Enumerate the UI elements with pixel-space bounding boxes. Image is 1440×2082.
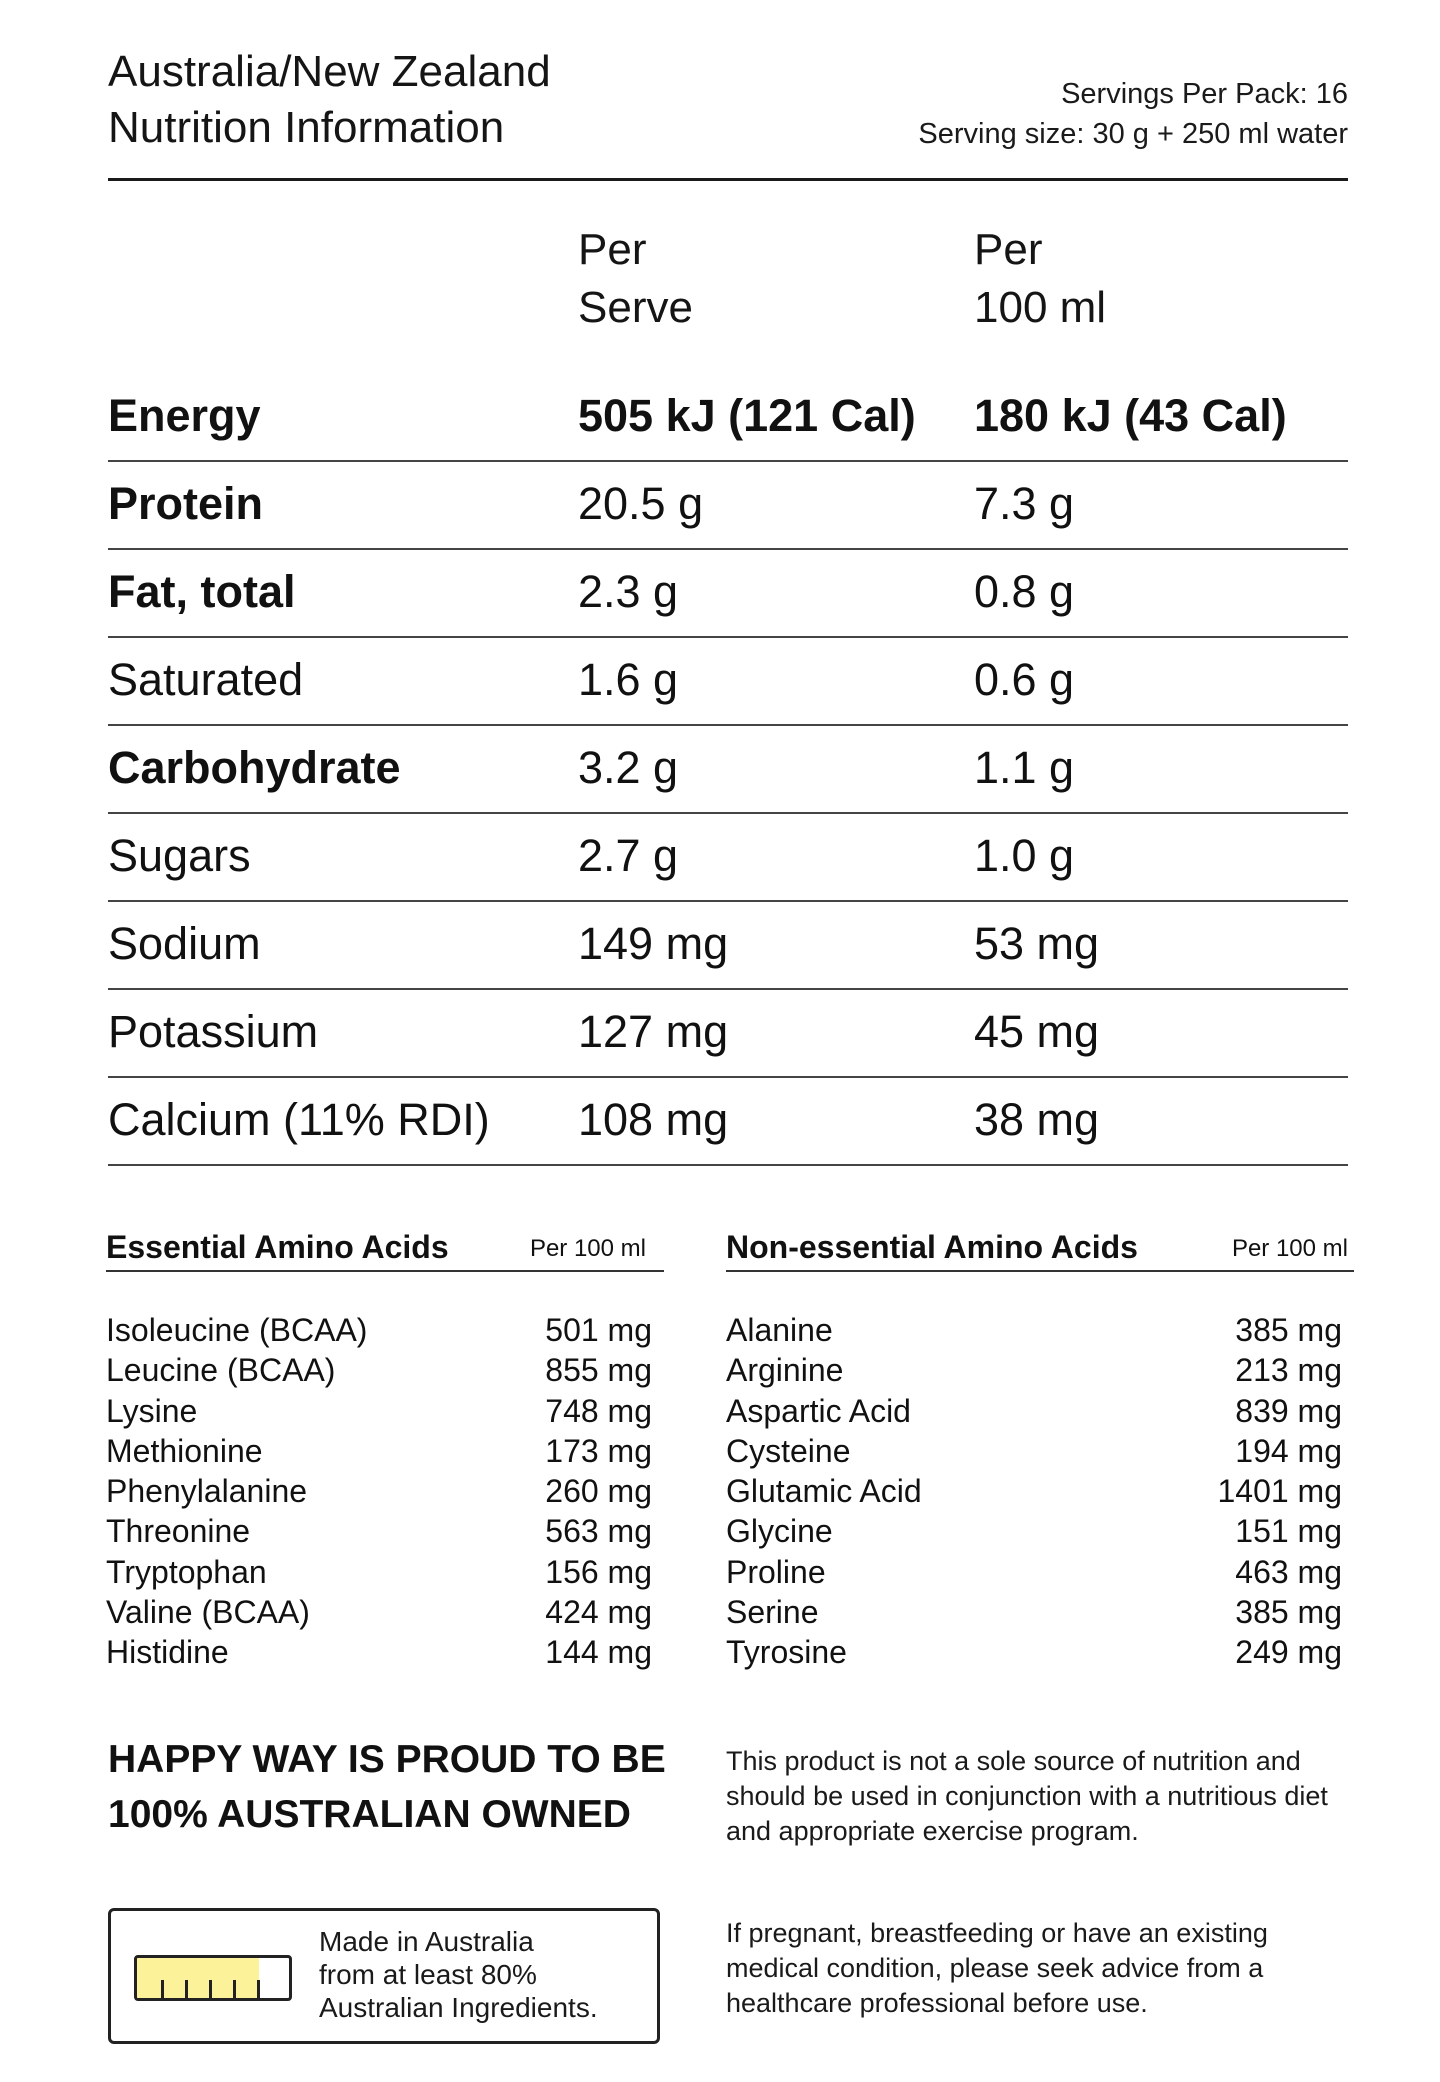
list-item (106, 1592, 664, 1632)
amino-value: 144 mg (545, 1634, 652, 1671)
made-line-3: Australian Ingredients. (319, 1992, 598, 2023)
disclaimer-medical: If pregnant, breastfeeding or have an existing medical condition, please seek advice from a healthcare professional before use. (726, 1918, 1268, 2018)
nutrient-label: Potassium (108, 1006, 319, 1057)
nutrient-row-potassium (108, 990, 1348, 1078)
australian-ingredients-gauge (134, 1955, 292, 2001)
nutrient-label: Saturated (108, 654, 304, 705)
amino-value: 563 mg (545, 1513, 652, 1550)
amino-name: Cysteine (726, 1432, 851, 1469)
amino-name: Serine (726, 1594, 819, 1631)
made-line-1: Made in Australia (319, 1926, 534, 1957)
nonessential-amino-header (726, 1228, 1354, 1272)
list-item (106, 1511, 664, 1551)
nutrient-row-fat (108, 550, 1348, 638)
per-serve-value: 505 kJ (121 Cal) (578, 390, 916, 441)
amino-name: Valine (BCAA) (106, 1594, 310, 1631)
list-item (726, 1471, 1354, 1511)
amino-name: Glutamic Acid (726, 1473, 922, 1510)
col-per-100-line2: 100 ml (974, 283, 1107, 332)
amino-name: Histidine (106, 1634, 229, 1671)
gauge-fill (137, 1958, 259, 1998)
per-100ml-value: 0.8 g (974, 566, 1075, 617)
amino-value: 385 mg (1235, 1594, 1342, 1631)
amino-name: Glycine (726, 1513, 833, 1550)
amino-name: Arginine (726, 1352, 844, 1389)
amino-value: 151 mg (1235, 1513, 1342, 1550)
list-item (106, 1391, 664, 1431)
list-item (106, 1431, 664, 1471)
amino-name: Phenylalanine (106, 1473, 308, 1510)
essential-amino-list (106, 1310, 664, 1673)
amino-name: Tyrosine (726, 1634, 847, 1671)
list-item (726, 1350, 1354, 1390)
amino-name: Tryptophan (106, 1553, 267, 1590)
made-in-australia-text (319, 1925, 598, 2024)
list-item (726, 1592, 1354, 1632)
list-item (726, 1310, 1354, 1350)
nutrient-label: Protein (108, 478, 264, 529)
per-100ml-value: 1.1 g (974, 742, 1075, 793)
essential-amino-unit: Per 100 ml (529, 1235, 646, 1262)
proud-line-2: 100% AUSTRALIAN OWNED (108, 1793, 631, 1836)
col-per-serve-line2: Serve (578, 283, 693, 332)
amino-value: 385 mg (1235, 1312, 1342, 1348)
amino-name: Methionine (106, 1432, 263, 1469)
essential-amino-header (106, 1228, 664, 1272)
essential-amino-table (106, 1228, 664, 1673)
amino-name: Lysine (106, 1392, 198, 1429)
gauge-tick (209, 1980, 212, 1998)
per-serve-value: 2.3 g (578, 566, 679, 617)
per-100ml-value: 38 mg (974, 1094, 1100, 1145)
amino-name: Threonine (106, 1513, 251, 1550)
gauge-tick (185, 1980, 188, 1998)
list-item (106, 1350, 664, 1390)
list-item (726, 1552, 1354, 1592)
amino-value: 839 mg (1235, 1392, 1342, 1429)
nonessential-amino-table (726, 1228, 1354, 1673)
amino-name: Isoleucine (BCAA) (106, 1312, 368, 1348)
header-divider (108, 178, 1348, 181)
serving-size: Serving size: 30 g + 250 ml water (918, 118, 1348, 150)
amino-value: 748 mg (545, 1392, 652, 1429)
australian-owned-statement (108, 1732, 666, 1842)
servings-per-pack: Servings Per Pack: 16 (1061, 78, 1348, 110)
per-serve-value: 3.2 g (578, 742, 679, 793)
row-divider (108, 1164, 1348, 1166)
amino-value: 156 mg (545, 1553, 652, 1590)
list-item (726, 1431, 1354, 1471)
amino-value: 249 mg (1235, 1634, 1342, 1671)
col-per-100-line1: Per (974, 225, 1043, 274)
per-100ml-value: 7.3 g (974, 478, 1075, 529)
nutrient-label: Carbohydrate (108, 742, 401, 793)
nutrient-label: Sugars (108, 830, 251, 881)
nutrient-label: Energy (108, 390, 261, 441)
nonessential-amino-list (726, 1310, 1354, 1673)
amino-value: 463 mg (1235, 1553, 1342, 1590)
list-item (106, 1471, 664, 1511)
made-line-2: from at least 80% (319, 1959, 537, 1990)
amino-value: 173 mg (545, 1432, 652, 1469)
made-in-australia-badge (108, 1908, 660, 2044)
gauge-tick (161, 1980, 164, 1998)
per-serve-value: 108 mg (578, 1094, 729, 1145)
col-per-serve-line1: Per (578, 225, 647, 274)
per-serve-value: 149 mg (578, 918, 729, 969)
title-line-1: Australia/New Zealand (108, 47, 551, 96)
amino-name: Aspartic Acid (726, 1392, 911, 1429)
amino-value: 424 mg (545, 1594, 652, 1631)
amino-value: 501 mg (545, 1312, 652, 1348)
amino-value: 194 mg (1235, 1432, 1342, 1469)
list-item (726, 1632, 1354, 1672)
nutrient-row-sodium (108, 902, 1348, 990)
nutrient-row-calcium (108, 1078, 1348, 1166)
nonessential-amino-unit: Per 100 ml (1231, 1235, 1348, 1262)
per-serve-value: 1.6 g (578, 654, 679, 705)
list-item (106, 1310, 664, 1350)
essential-amino-title: Essential Amino Acids (106, 1229, 449, 1265)
nutrient-row-saturated (108, 638, 1348, 726)
per-100ml-value: 180 kJ (43 Cal) (974, 390, 1287, 441)
nutrient-row-protein (108, 462, 1348, 550)
per-serve-value: 127 mg (578, 1006, 729, 1057)
title-line-2: Nutrition Information (108, 103, 505, 152)
list-item (106, 1632, 664, 1672)
amino-name: Alanine (726, 1312, 833, 1348)
amino-value: 855 mg (545, 1352, 652, 1389)
nutrient-row-energy (108, 374, 1348, 462)
amino-name: Leucine (BCAA) (106, 1352, 336, 1389)
amino-value: 213 mg (1235, 1352, 1342, 1389)
list-item (726, 1391, 1354, 1431)
proud-line-1: HAPPY WAY IS PROUD TO BE (108, 1738, 666, 1781)
amino-value: 260 mg (545, 1473, 652, 1510)
gauge-tick (257, 1980, 260, 1998)
per-100ml-value: 53 mg (974, 918, 1100, 969)
per-serve-value: 20.5 g (578, 478, 704, 529)
nonessential-amino-title: Non-essential Amino Acids (726, 1229, 1138, 1265)
nutrient-label: Fat, total (108, 566, 296, 617)
per-100ml-value: 1.0 g (974, 830, 1075, 881)
disclaimer-nutrition: This product is not a sole source of nutrition and should be used in conjunction with a nutritious diet and appropriate exercise program. (726, 1746, 1328, 1846)
nutrient-label: Calcium (11% RDI) (108, 1094, 490, 1145)
amino-name: Proline (726, 1553, 826, 1590)
gauge-tick (233, 1980, 236, 1998)
list-item (726, 1511, 1354, 1551)
list-item (106, 1552, 664, 1592)
amino-value: 1401 mg (1217, 1473, 1342, 1510)
per-serve-value: 2.7 g (578, 830, 679, 881)
per-100ml-value: 45 mg (974, 1006, 1100, 1057)
per-100ml-value: 0.6 g (974, 654, 1075, 705)
nutrient-label: Sodium (108, 918, 261, 969)
nutrient-row-sugars (108, 814, 1348, 902)
nutrient-row-carbohydrate (108, 726, 1348, 814)
